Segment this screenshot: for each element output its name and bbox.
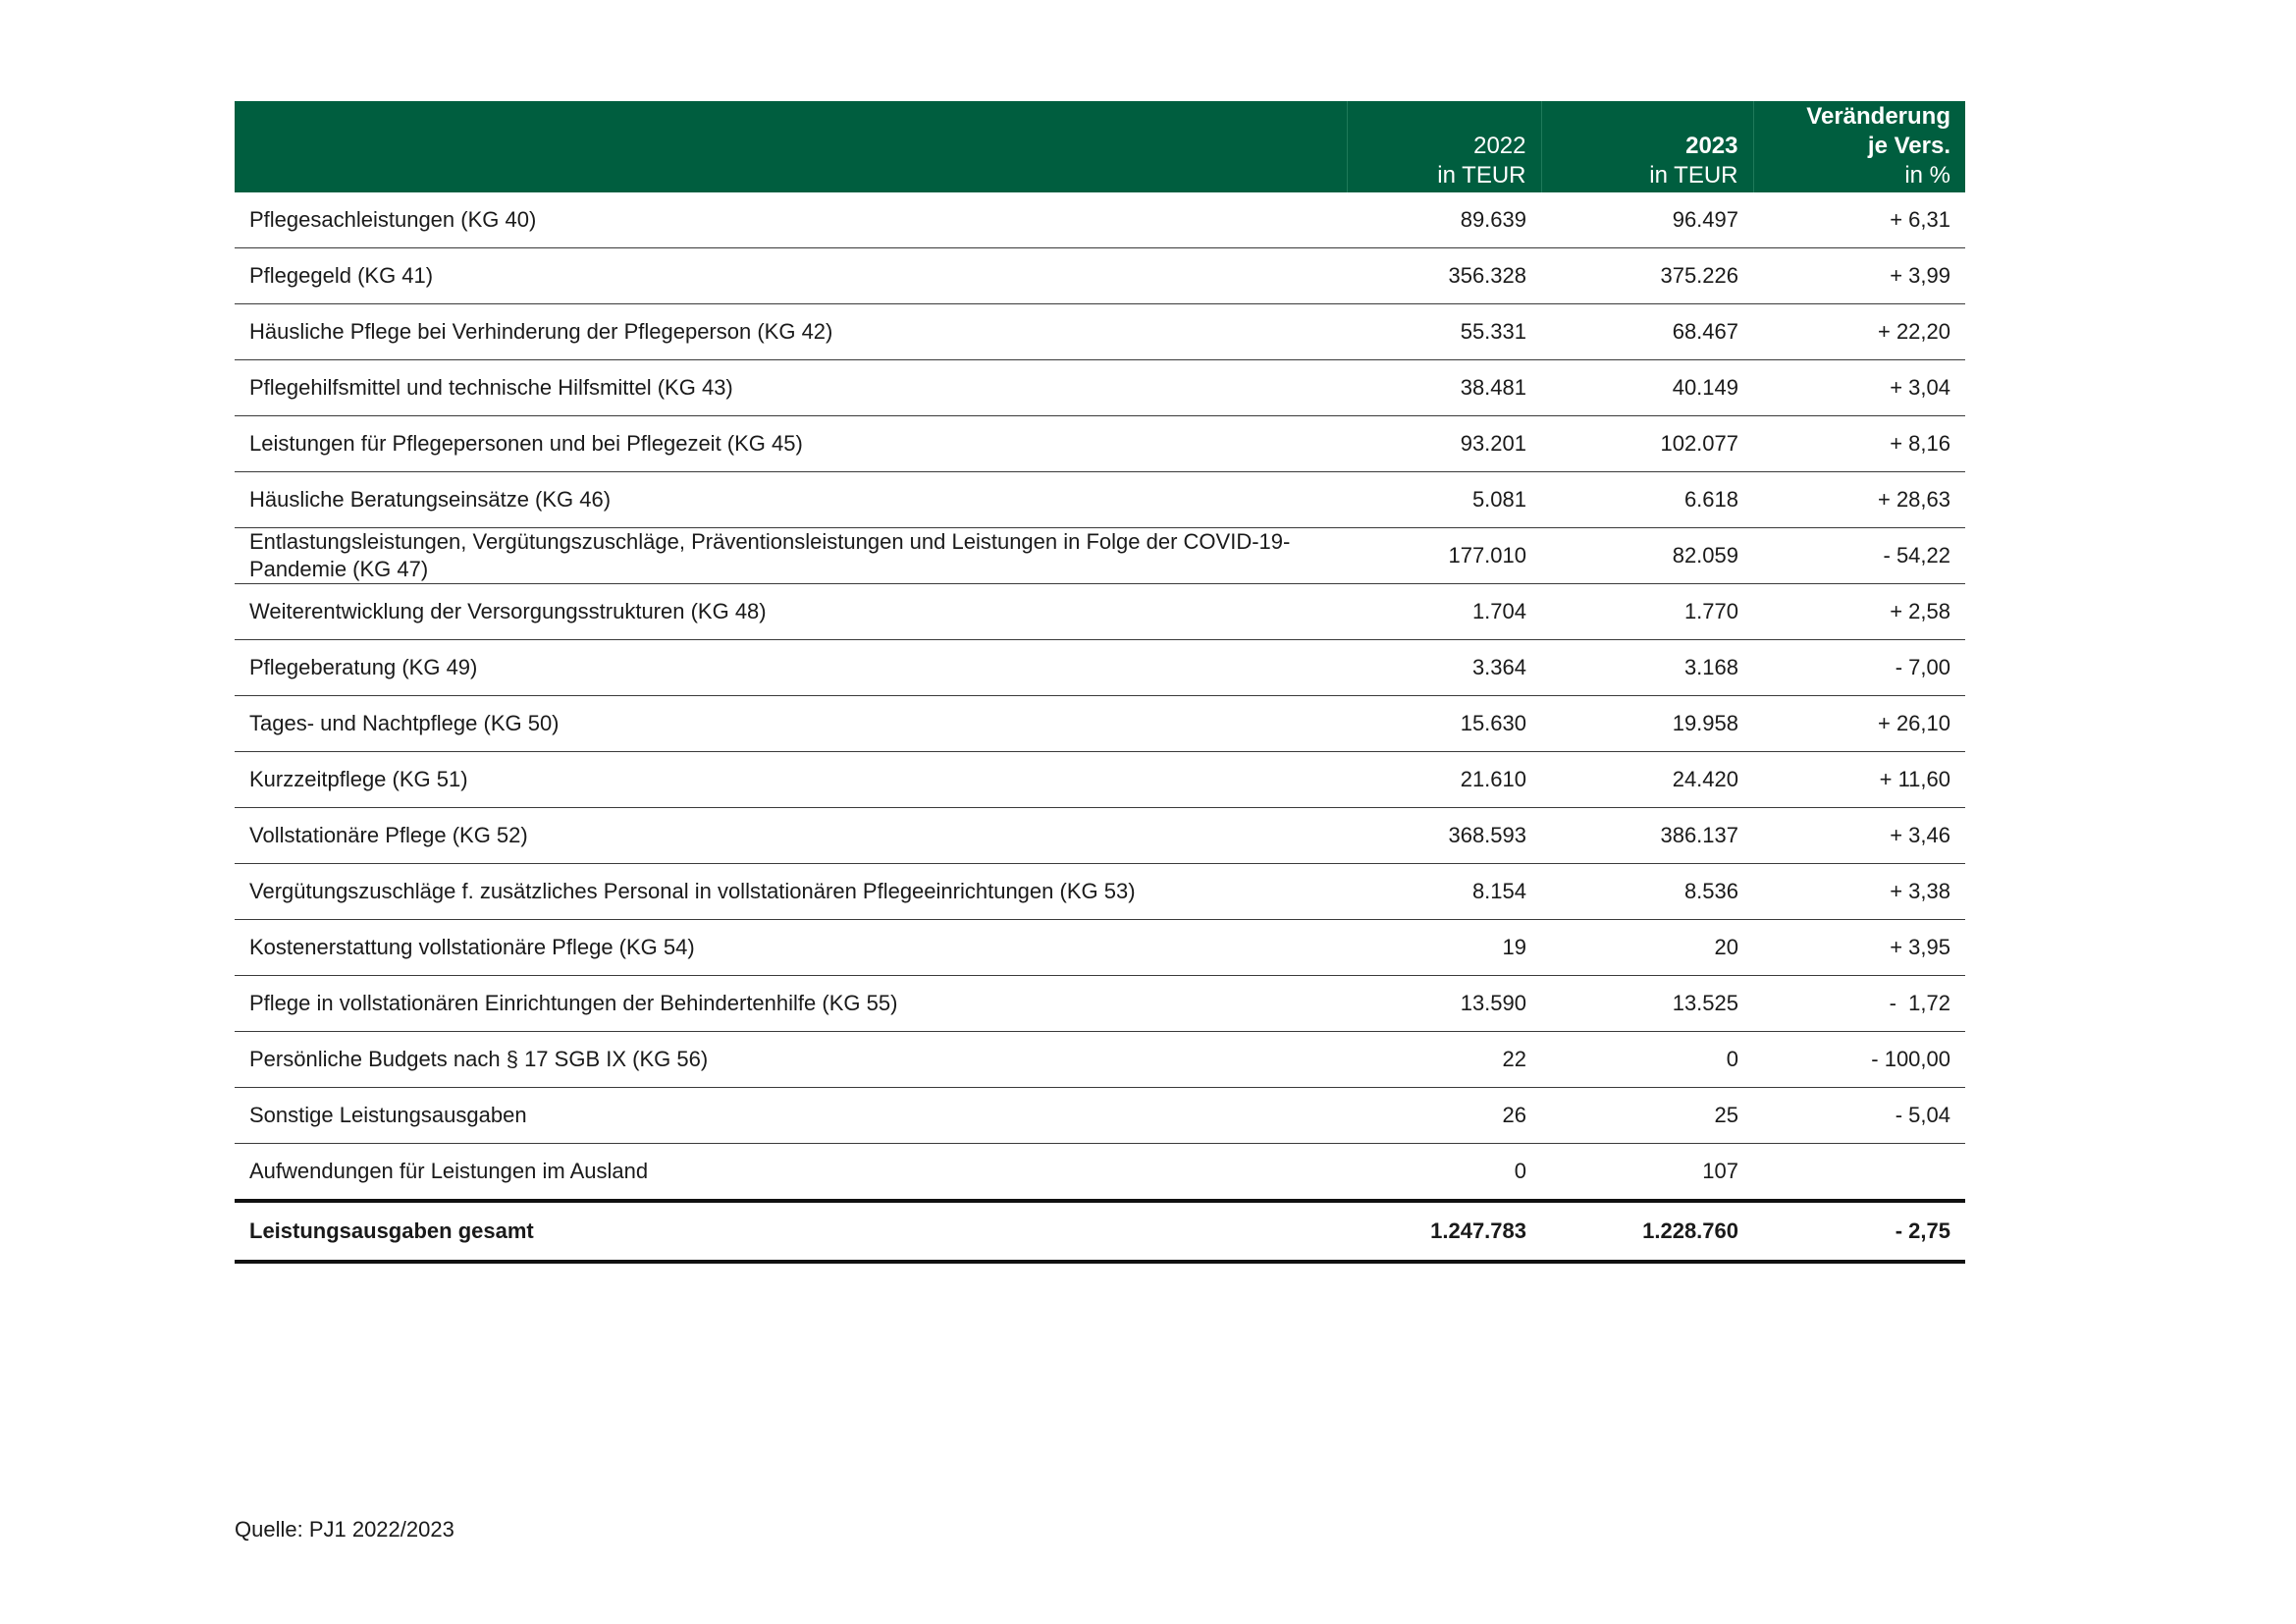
value-2022: 13.590 <box>1347 976 1541 1032</box>
table-row <box>235 1032 1965 1088</box>
change-percent: + 3,04 <box>1753 360 1965 416</box>
total-row <box>235 1201 1965 1262</box>
change-percent: - 54,22 <box>1753 528 1965 584</box>
header-2022-year: 2022 <box>1473 133 1526 159</box>
value-2022: 55.331 <box>1347 304 1541 360</box>
value-2022: 8.154 <box>1347 864 1541 920</box>
header-change-unit: in % <box>1904 162 1950 189</box>
table-row <box>235 640 1965 696</box>
table-row <box>235 528 1965 584</box>
value-2022: 3.364 <box>1347 640 1541 696</box>
value-2022: 356.328 <box>1347 248 1541 304</box>
row-label: Entlastungsleistungen, Vergütungszuschläge, Präventionsleistungen und Leistungen in Folge der COVID-19-Pandemie (KG 47) <box>235 528 1347 584</box>
value-2023: 68.467 <box>1541 304 1753 360</box>
total-2023: 1.228.760 <box>1541 1201 1753 1262</box>
row-label: Kostenerstattung vollstationäre Pflege (KG 54) <box>235 920 1347 976</box>
change-percent: + 28,63 <box>1753 472 1965 528</box>
change-percent: + 3,46 <box>1753 808 1965 864</box>
value-2023: 375.226 <box>1541 248 1753 304</box>
table-row <box>235 304 1965 360</box>
value-2022: 26 <box>1347 1088 1541 1144</box>
value-2023: 25 <box>1541 1088 1753 1144</box>
change-percent: - 1,72 <box>1753 976 1965 1032</box>
row-label: Kurzzeitpflege (KG 51) <box>235 752 1347 808</box>
row-label: Häusliche Beratungseinsätze (KG 46) <box>235 472 1347 528</box>
row-label: Sonstige Leistungsausgaben <box>235 1088 1347 1144</box>
value-2023: 8.536 <box>1541 864 1753 920</box>
row-label: Persönliche Budgets nach § 17 SGB IX (KG 56) <box>235 1032 1347 1088</box>
change-percent: + 3,99 <box>1753 248 1965 304</box>
change-percent: + 3,95 <box>1753 920 1965 976</box>
value-2023: 13.525 <box>1541 976 1753 1032</box>
row-label: Tages- und Nachtpflege (KG 50) <box>235 696 1347 752</box>
total-2022: 1.247.783 <box>1347 1201 1541 1262</box>
table-row <box>235 584 1965 640</box>
change-percent: + 11,60 <box>1753 752 1965 808</box>
value-2022: 89.639 <box>1347 192 1541 248</box>
change-percent <box>1753 1144 1965 1202</box>
table-row <box>235 416 1965 472</box>
value-2022: 38.481 <box>1347 360 1541 416</box>
row-label: Vergütungszuschläge f. zusätzliches Personal in vollstationären Pflegeeinrichtungen (KG 53) <box>235 864 1347 920</box>
value-2023: 0 <box>1541 1032 1753 1088</box>
table-row <box>235 696 1965 752</box>
table-row <box>235 1088 1965 1144</box>
row-label: Weiterentwicklung der Versorgungsstrukturen (KG 48) <box>235 584 1347 640</box>
value-2023: 82.059 <box>1541 528 1753 584</box>
table-footer <box>235 1201 1965 1262</box>
row-label: Pflege in vollstationären Einrichtungen der Behindertenhilfe (KG 55) <box>235 976 1347 1032</box>
expenditure-table <box>235 101 1965 1264</box>
value-2023: 3.168 <box>1541 640 1753 696</box>
change-percent: + 8,16 <box>1753 416 1965 472</box>
value-2022: 368.593 <box>1347 808 1541 864</box>
value-2023: 107 <box>1541 1144 1753 1202</box>
value-2023: 24.420 <box>1541 752 1753 808</box>
header-2023 <box>1541 101 1753 192</box>
table-row <box>235 752 1965 808</box>
value-2023: 102.077 <box>1541 416 1753 472</box>
row-label: Pflegesachleistungen (KG 40) <box>235 192 1347 248</box>
value-2022: 93.201 <box>1347 416 1541 472</box>
value-2022: 19 <box>1347 920 1541 976</box>
table-row <box>235 976 1965 1032</box>
header-2023-unit: in TEUR <box>1649 162 1738 189</box>
table-row <box>235 808 1965 864</box>
header-change <box>1753 101 1965 192</box>
change-percent: + 22,20 <box>1753 304 1965 360</box>
table-row <box>235 360 1965 416</box>
value-2022: 0 <box>1347 1144 1541 1202</box>
header-label-cell <box>235 101 1347 192</box>
table-row <box>235 864 1965 920</box>
value-2023: 20 <box>1541 920 1753 976</box>
total-label: Leistungsausgaben gesamt <box>235 1201 1347 1262</box>
header-2023-year: 2023 <box>1685 133 1738 159</box>
header-2022-unit: in TEUR <box>1437 162 1526 189</box>
row-label: Leistungen für Pflegepersonen und bei Pflegezeit (KG 45) <box>235 416 1347 472</box>
value-2022: 22 <box>1347 1032 1541 1088</box>
row-label: Häusliche Pflege bei Verhinderung der Pflegeperson (KG 42) <box>235 304 1347 360</box>
value-2022: 15.630 <box>1347 696 1541 752</box>
value-2023: 386.137 <box>1541 808 1753 864</box>
value-2023: 40.149 <box>1541 360 1753 416</box>
header-change-line2: je Vers. <box>1867 133 1950 159</box>
change-percent: + 6,31 <box>1753 192 1965 248</box>
row-label: Aufwendungen für Leistungen im Ausland <box>235 1144 1347 1202</box>
table-row <box>235 192 1965 248</box>
value-2023: 6.618 <box>1541 472 1753 528</box>
value-2022: 177.010 <box>1347 528 1541 584</box>
value-2022: 5.081 <box>1347 472 1541 528</box>
value-2023: 19.958 <box>1541 696 1753 752</box>
row-label: Pflegegeld (KG 41) <box>235 248 1347 304</box>
change-percent: + 2,58 <box>1753 584 1965 640</box>
change-percent: + 3,38 <box>1753 864 1965 920</box>
table-header <box>235 101 1965 192</box>
value-2023: 1.770 <box>1541 584 1753 640</box>
table-row <box>235 1144 1965 1202</box>
change-percent: + 26,10 <box>1753 696 1965 752</box>
row-label: Pflegehilfsmittel und technische Hilfsmittel (KG 43) <box>235 360 1347 416</box>
value-2022: 21.610 <box>1347 752 1541 808</box>
value-2022: 1.704 <box>1347 584 1541 640</box>
change-percent: - 100,00 <box>1753 1032 1965 1088</box>
table-row <box>235 472 1965 528</box>
source-note: Quelle: PJ1 2022/2023 <box>235 1517 454 1542</box>
header-2022 <box>1347 101 1541 192</box>
header-change-line1: Veränderung <box>1806 103 1950 130</box>
total-change: - 2,75 <box>1753 1201 1965 1262</box>
table-body <box>235 192 1965 1201</box>
change-percent: - 5,04 <box>1753 1088 1965 1144</box>
change-percent: - 7,00 <box>1753 640 1965 696</box>
row-label: Vollstationäre Pflege (KG 52) <box>235 808 1347 864</box>
table-row <box>235 920 1965 976</box>
row-label: Pflegeberatung (KG 49) <box>235 640 1347 696</box>
value-2023: 96.497 <box>1541 192 1753 248</box>
table-row <box>235 248 1965 304</box>
